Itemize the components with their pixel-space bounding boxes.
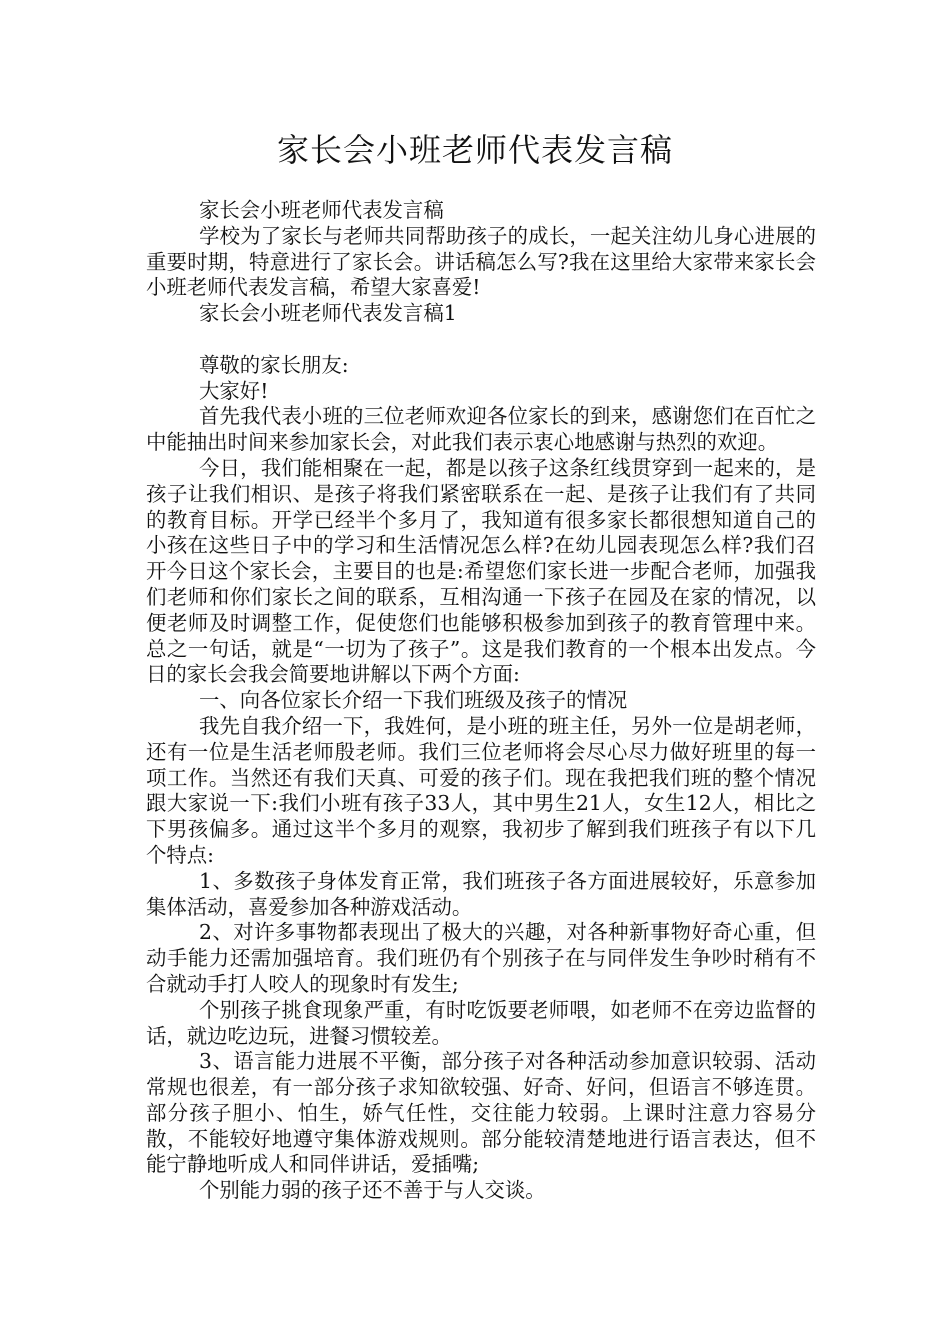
speech-heading: 家长会小班老师代表发言稿1 bbox=[199, 301, 457, 326]
document-body bbox=[146, 198, 816, 1204]
blank-line bbox=[146, 327, 816, 353]
section-heading-1: 一、向各位家长介绍一下我们班级及孩子的情况 bbox=[199, 688, 628, 713]
document-title: 家长会小班老师代表发言稿 bbox=[276, 131, 673, 169]
purpose-paragraph: 今日，我们能相聚在一起，都是以孩子这条红线贯穿到一起来的，是孩子让我们相识、是孩子将我们紧密联系在一起、是孩子让我们有了共同的教育目标。开学已经半个多月了，我知道有很多家长都很想知道自己的小孩在这些日子中的学习和生活情况怎么样?在幼儿园表现怎么样?我们召开今日这个家长会，主要目的也是:希望您们家长进一步配合老师，加强我们老师和你们家长之间的联系，互相沟通一下孩子在园及在家的情况，以便老师及时调整工作，促使您们也能够积极参加到孩子的教育管理中来。总之一句话，就是“一切为了孩子”。这是我们教育的一个根本出发点。今日的家长会我会简要地讲解以下两个方面: bbox=[146, 455, 816, 687]
greeting: 大家好! bbox=[199, 378, 269, 403]
class-intro-paragraph: 我先自我介绍一下，我姓何，是小班的班主任，另外一位是胡老师，还有一位是生活老师殷老师。我们三位老师将会尽心尽力做好班里的每一项工作。当然还有我们天真、可爱的孩子们。现在我把我们班的整个情况跟大家说一下:我们小班有孩子33人，其中男生21人，女生12人，相比之下男孩偏多。通过这半个多月的观察，我初步了解到我们班孩子有以下几个特点: bbox=[146, 713, 816, 867]
salutation: 尊敬的家长朋友: bbox=[199, 352, 349, 377]
feature-item-1: 1、多数孩子身体发育正常，我们班孩子各方面进展较好，乐意参加集体活动，喜爱参加各种游戏活动。 bbox=[146, 868, 816, 919]
intro-paragraph: 学校为了家长与老师共同帮助孩子的成长，一起关注幼儿身心进展的重要时期，特意进行了家长会。讲话稿怎么写?我在这里给大家带来家长会小班老师代表发言稿，希望大家喜爱! bbox=[146, 223, 816, 300]
feature-item-2: 2、对许多事物都表现出了极大的兴趣，对各种新事物好奇心重，但动手能力还需加强培育。我们班仍有个别孩子在与同伴发生争吵时稍有不合就动手打人咬人的现象时有发生; bbox=[146, 920, 816, 996]
welcome-paragraph: 首先我代表小班的三位老师欢迎各位家长的到来，感谢您们在百忙之中能抽出时间来参加家长会，对此我们表示衷心地感谢与热烈的欢迎。 bbox=[146, 404, 816, 455]
feature-item-3: 3、语言能力进展不平衡，部分孩子对各种活动参加意识较弱、活动常规也很差，有一部分孩子求知欲较强、好奇、好问，但语言不够连贯。部分孩子胆小、怕生，娇气任性，交往能力较弱。上课时注意力容易分散，不能较好地遵守集体游戏规则。部分能较清楚地进行语言表达，但不能宁静地听成人和同伴讲话，爱插嘴; bbox=[146, 1049, 816, 1177]
feature-item-2-note: 个别孩子挑食现象严重，有时吃饭要老师喂，如老师不在旁边监督的话，就边吃边玩，进餐习惯较差。 bbox=[146, 997, 816, 1048]
doc-subtitle-paragraph: 家长会小班老师代表发言稿 bbox=[199, 198, 444, 222]
feature-item-3-note: 个别能力弱的孩子还不善于与人交谈。 bbox=[199, 1178, 546, 1203]
